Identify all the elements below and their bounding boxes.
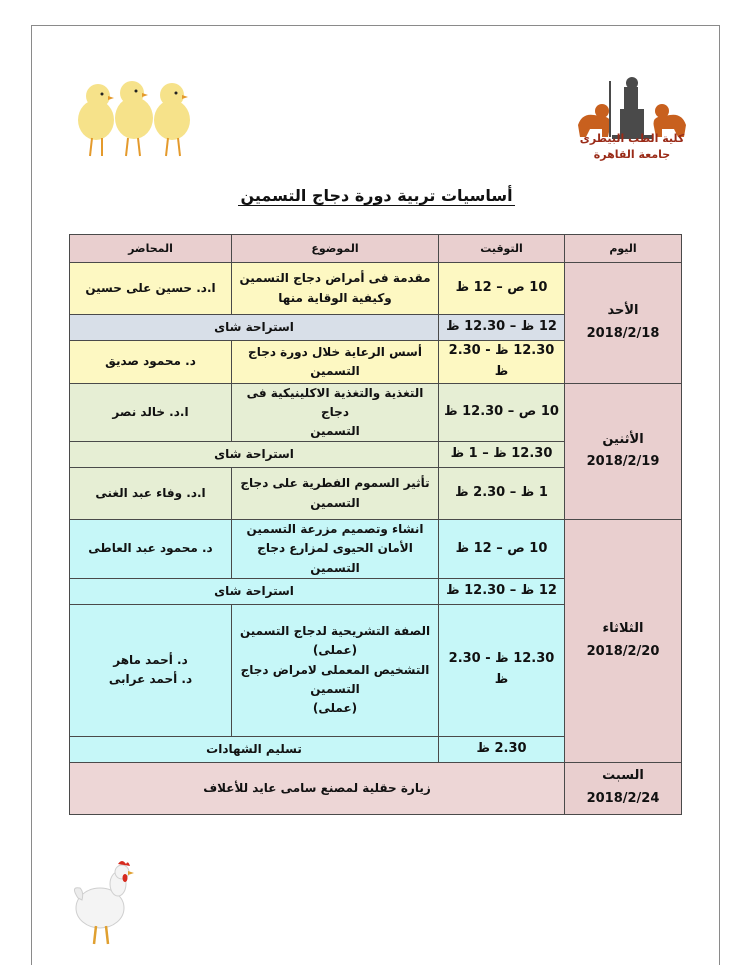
page-title: أساسيات تربية دورة دجاج التسمين	[240, 186, 513, 205]
lecturer-cell: د. محمود صديق	[70, 341, 232, 384]
table-row	[70, 263, 682, 315]
time-cell: 12.30 ظ – 1 ظ	[439, 442, 565, 468]
time-cell: 12.30 ظ - 2.30 ظ	[439, 604, 565, 736]
break-cell: استراحة شاى	[70, 315, 439, 341]
day-cell-sunday: الأحد 2018/2/18	[565, 263, 682, 384]
header-lecturer: المحاضر	[70, 235, 232, 263]
table-header	[70, 235, 682, 263]
lecturer-cell: د. أحمد ماهر د. أحمد عرابى	[70, 604, 232, 736]
topic-cell: تأثير السموم الفطرية على دجاج التسمين	[232, 468, 439, 520]
time-cell: 12.30 ظ - 2.30 ظ	[439, 341, 565, 384]
lecturer-cell: ا.د. حسين على حسين	[70, 263, 232, 315]
topic-cell: مقدمة فى أمراض دجاج التسمين وكيفية الوقاية منها	[232, 263, 439, 315]
time-cell: 10 ص – 12 ظ	[439, 520, 565, 579]
day-cell-monday: الأثنين 2018/2/19	[565, 383, 682, 520]
time-cell: 12 ظ – 12.30 ظ	[439, 315, 565, 341]
schedule-table	[69, 234, 682, 815]
topic-cell: أسس الرعاية خلال دورة دجاج التسمين	[232, 341, 439, 384]
field-visit-cell: زيارة حقلية لمصنع سامى عايد للأعلاف	[70, 762, 565, 814]
header-topic: الموضوع	[232, 235, 439, 263]
lecturer-cell: ا.د. خالد نصر	[70, 383, 232, 442]
certificates-cell: تسليم الشهادات	[70, 736, 439, 762]
header-time: التوقيت	[439, 235, 565, 263]
break-cell: استراحة شاى	[70, 442, 439, 468]
chicks-image	[72, 72, 200, 162]
logo-text-university: جامعة القاهرة	[593, 148, 671, 161]
time-cell: 10 ص – 12.30 ظ	[439, 383, 565, 442]
table-row	[70, 383, 682, 442]
time-cell: 1 ظ – 2.30 ظ	[439, 468, 565, 520]
topic-cell: انشاء وتصميم مزرعة التسمين الأمان الحيوى لمزارع دجاج التسمين	[232, 520, 439, 579]
time-cell: 10 ص – 12 ظ	[439, 263, 565, 315]
logo-text-faculty: كلية الطب البيطرى	[579, 132, 685, 145]
header-day: اليوم	[565, 235, 682, 263]
break-cell: استراحة شاى	[70, 578, 439, 604]
table-row	[70, 762, 682, 814]
time-cell: 2.30 ظ	[439, 736, 565, 762]
topic-cell: التغذية والتغذية الاكلينيكية فى دجاج التسمين	[232, 383, 439, 442]
time-cell: 12 ظ – 12.30 ظ	[439, 578, 565, 604]
lecturer-cell: ا.د. وفاء عبد الغنى	[70, 468, 232, 520]
lecturer-cell: د. محمود عبد العاطى	[70, 520, 232, 579]
day-cell-tuesday: الثلاثاء 2018/2/20	[565, 520, 682, 763]
hen-image	[70, 858, 140, 950]
table-row	[70, 520, 682, 579]
topic-cell: الصفة التشريحية لدجاج التسمين (عملى) التشخيص المعملى لامراض دجاج التسمين (عملى)	[232, 604, 439, 736]
day-cell-saturday: السبت 2018/2/24	[565, 762, 682, 814]
